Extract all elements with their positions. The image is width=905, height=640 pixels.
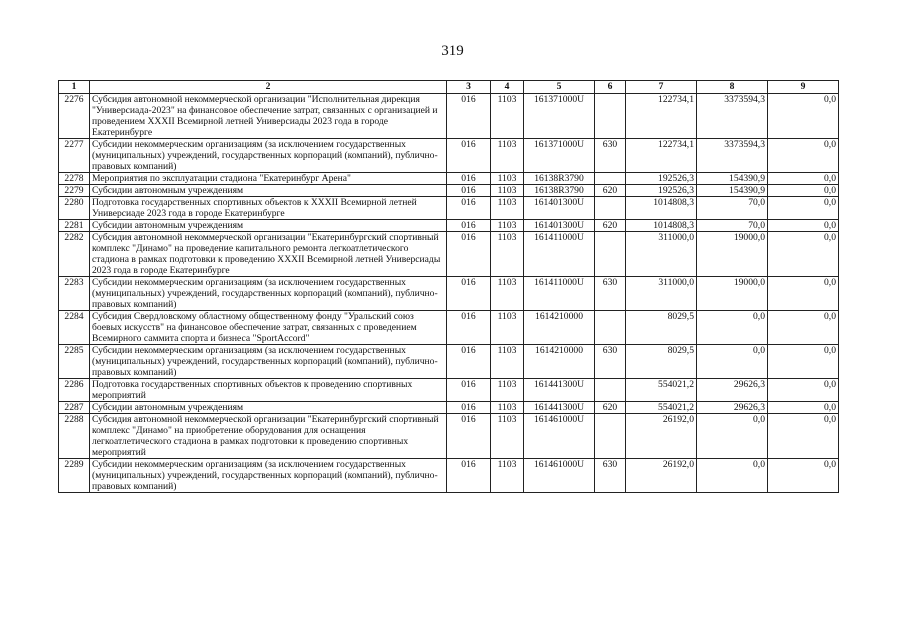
amount-col-7: 554021,2 xyxy=(626,402,697,414)
row-number: 2281 xyxy=(59,220,90,232)
section-code: 1103 xyxy=(491,277,524,311)
expense-type-code xyxy=(595,173,626,185)
table-row xyxy=(59,220,839,232)
row-description: Субсидия автономной некоммерческой организации "Исполнительная дирекция "Универсиада-2023" на финансовое обеспечение затрат, связанных с организацией и проведением XXXII Всемирной летней Универсиады 2023 года в городе Екатеринбурге xyxy=(90,94,447,139)
ministry-code: 016 xyxy=(447,402,491,414)
amount-col-8: 3373594,3 xyxy=(697,94,768,139)
row-description: Субсидии автономным учреждениям xyxy=(90,402,447,414)
section-code: 1103 xyxy=(491,402,524,414)
ministry-code: 016 xyxy=(447,345,491,379)
column-header: 9 xyxy=(768,81,839,94)
target-article-code: 16138R3790 xyxy=(524,185,595,197)
target-article-code: 16138R3790 xyxy=(524,173,595,185)
row-description: Субсидии некоммерческим организациям (за исключением государственных (муниципальных) учреждений, государственных корпораций (компаний), публично-правовых компаний) xyxy=(90,139,447,173)
row-number: 2278 xyxy=(59,173,90,185)
target-article-code: 161411000U xyxy=(524,232,595,277)
table-row xyxy=(59,232,839,277)
amount-col-7: 311000,0 xyxy=(626,277,697,311)
amount-col-9: 0,0 xyxy=(768,345,839,379)
amount-col-7: 311000,0 xyxy=(626,232,697,277)
row-number: 2276 xyxy=(59,94,90,139)
column-header: 2 xyxy=(90,81,447,94)
table-row xyxy=(59,345,839,379)
target-article-code: 161401300U xyxy=(524,197,595,220)
row-description: Субсидии некоммерческим организациям (за исключением государственных (муниципальных) учреждений, государственных корпораций (компаний), публично-правовых компаний) xyxy=(90,345,447,379)
amount-col-8: 0,0 xyxy=(697,459,768,493)
section-code: 1103 xyxy=(491,414,524,459)
target-article-code: 161401300U xyxy=(524,220,595,232)
row-description: Мероприятия по эксплуатации стадиона "Екатеринбург Арена" xyxy=(90,173,447,185)
column-header: 7 xyxy=(626,81,697,94)
amount-col-8: 29626,3 xyxy=(697,402,768,414)
row-description: Субсидия Свердловскому областному общественному фонду "Уральский союз боевых искусств" на финансовое обеспечение затрат, связанных с проведением Всемирного саммита спорта и бизнеса "SportAccord" xyxy=(90,311,447,345)
row-number: 2286 xyxy=(59,379,90,402)
section-code: 1103 xyxy=(491,379,524,402)
table-row xyxy=(59,459,839,493)
amount-col-7: 8029,5 xyxy=(626,345,697,379)
target-article-code: 161441300U xyxy=(524,379,595,402)
ministry-code: 016 xyxy=(447,220,491,232)
amount-col-9: 0,0 xyxy=(768,185,839,197)
amount-col-9: 0,0 xyxy=(768,379,839,402)
table-row xyxy=(59,311,839,345)
amount-col-9: 0,0 xyxy=(768,414,839,459)
target-article-code: 1614210000 xyxy=(524,311,595,345)
ministry-code: 016 xyxy=(447,459,491,493)
amount-col-9: 0,0 xyxy=(768,139,839,173)
section-code: 1103 xyxy=(491,232,524,277)
amount-col-7: 554021,2 xyxy=(626,379,697,402)
amount-col-9: 0,0 xyxy=(768,197,839,220)
expense-type-code xyxy=(595,379,626,402)
ministry-code: 016 xyxy=(447,232,491,277)
ministry-code: 016 xyxy=(447,173,491,185)
row-number: 2285 xyxy=(59,345,90,379)
amount-col-7: 192526,3 xyxy=(626,173,697,185)
column-header: 5 xyxy=(524,81,595,94)
section-code: 1103 xyxy=(491,185,524,197)
amount-col-9: 0,0 xyxy=(768,277,839,311)
column-header: 6 xyxy=(595,81,626,94)
amount-col-9: 0,0 xyxy=(768,311,839,345)
row-description: Субсидия автономной некоммерческой организации "Екатеринбургский спортивный комплекс "Динамо" на приобретение оборудования для оснащения легкоатлетического стадиона в рамках подготовки к проведению спортивных мероприятий xyxy=(90,414,447,459)
amount-col-8: 19000,0 xyxy=(697,232,768,277)
expense-type-code: 620 xyxy=(595,185,626,197)
table-row xyxy=(59,173,839,185)
target-article-code: 161441300U xyxy=(524,402,595,414)
header-row xyxy=(59,81,839,94)
section-code: 1103 xyxy=(491,139,524,173)
target-article-code: 161371000U xyxy=(524,94,595,139)
table-row xyxy=(59,185,839,197)
expense-type-code xyxy=(595,311,626,345)
amount-col-8: 0,0 xyxy=(697,345,768,379)
row-number: 2277 xyxy=(59,139,90,173)
column-header: 8 xyxy=(697,81,768,94)
table-row xyxy=(59,277,839,311)
target-article-code: 161461000U xyxy=(524,414,595,459)
section-code: 1103 xyxy=(491,173,524,185)
row-number: 2284 xyxy=(59,311,90,345)
target-article-code: 161411000U xyxy=(524,277,595,311)
row-description: Субсидия автономной некоммерческой организации "Екатеринбургский спортивный комплекс "Динамо" на проведение капитального ремонта легкоатлетического стадиона в рамках подготовки к проведению XXXII Всемирной летней Универсиады 2023 года в городе Екатеринбурге xyxy=(90,232,447,277)
table-row xyxy=(59,414,839,459)
amount-col-8: 70,0 xyxy=(697,220,768,232)
row-number: 2282 xyxy=(59,232,90,277)
ministry-code: 016 xyxy=(447,277,491,311)
budget-table xyxy=(58,80,839,493)
column-header: 3 xyxy=(447,81,491,94)
amount-col-9: 0,0 xyxy=(768,402,839,414)
expense-type-code xyxy=(595,232,626,277)
expense-type-code xyxy=(595,197,626,220)
amount-col-7: 26192,0 xyxy=(626,414,697,459)
table-row xyxy=(59,94,839,139)
amount-col-8: 19000,0 xyxy=(697,277,768,311)
column-header: 4 xyxy=(491,81,524,94)
amount-col-8: 0,0 xyxy=(697,311,768,345)
expense-type-code xyxy=(595,94,626,139)
amount-col-8: 29626,3 xyxy=(697,379,768,402)
column-header: 1 xyxy=(59,81,90,94)
amount-col-7: 26192,0 xyxy=(626,459,697,493)
amount-col-7: 192526,3 xyxy=(626,185,697,197)
amount-col-8: 70,0 xyxy=(697,197,768,220)
row-description: Субсидии некоммерческим организациям (за исключением государственных (муниципальных) учреждений, государственных корпораций (компаний), публично-правовых компаний) xyxy=(90,459,447,493)
amount-col-9: 0,0 xyxy=(768,459,839,493)
amount-col-7: 1014808,3 xyxy=(626,197,697,220)
ministry-code: 016 xyxy=(447,414,491,459)
expense-type-code: 630 xyxy=(595,139,626,173)
expense-type-code: 620 xyxy=(595,402,626,414)
amount-col-9: 0,0 xyxy=(768,94,839,139)
section-code: 1103 xyxy=(491,220,524,232)
table-row xyxy=(59,402,839,414)
row-description: Подготовка государственных спортивных объектов к проведению спортивных мероприятий xyxy=(90,379,447,402)
amount-col-7: 8029,5 xyxy=(626,311,697,345)
row-number: 2279 xyxy=(59,185,90,197)
amount-col-9: 0,0 xyxy=(768,232,839,277)
section-code: 1103 xyxy=(491,345,524,379)
target-article-code: 1614210000 xyxy=(524,345,595,379)
section-code: 1103 xyxy=(491,94,524,139)
amount-col-7: 122734,1 xyxy=(626,94,697,139)
row-number: 2280 xyxy=(59,197,90,220)
amount-col-7: 1014808,3 xyxy=(626,220,697,232)
table-row xyxy=(59,197,839,220)
row-number: 2289 xyxy=(59,459,90,493)
row-description: Субсидии автономным учреждениям xyxy=(90,185,447,197)
expense-type-code: 630 xyxy=(595,459,626,493)
section-code: 1103 xyxy=(491,197,524,220)
expense-type-code xyxy=(595,414,626,459)
table-row xyxy=(59,379,839,402)
row-description: Субсидии автономным учреждениям xyxy=(90,220,447,232)
expense-type-code: 620 xyxy=(595,220,626,232)
amount-col-8: 0,0 xyxy=(697,414,768,459)
amount-col-8: 154390,9 xyxy=(697,185,768,197)
section-code: 1103 xyxy=(491,459,524,493)
amount-col-9: 0,0 xyxy=(768,173,839,185)
expense-type-code: 630 xyxy=(595,345,626,379)
amount-col-8: 154390,9 xyxy=(697,173,768,185)
ministry-code: 016 xyxy=(447,197,491,220)
section-code: 1103 xyxy=(491,311,524,345)
page-number: 319 xyxy=(441,43,464,59)
amount-col-8: 3373594,3 xyxy=(697,139,768,173)
ministry-code: 016 xyxy=(447,94,491,139)
amount-col-9: 0,0 xyxy=(768,220,839,232)
expense-type-code: 630 xyxy=(595,277,626,311)
ministry-code: 016 xyxy=(447,185,491,197)
row-number: 2283 xyxy=(59,277,90,311)
table-row xyxy=(59,139,839,173)
row-number: 2287 xyxy=(59,402,90,414)
table-body xyxy=(59,94,839,493)
ministry-code: 016 xyxy=(447,311,491,345)
ministry-code: 016 xyxy=(447,379,491,402)
amount-col-7: 122734,1 xyxy=(626,139,697,173)
row-number: 2288 xyxy=(59,414,90,459)
row-description: Подготовка государственных спортивных объектов к XXXII Всемирной летней Универсиаде 2023 года в городе Екатеринбурге xyxy=(90,197,447,220)
target-article-code: 161371000U xyxy=(524,139,595,173)
row-description: Субсидии некоммерческим организациям (за исключением государственных (муниципальных) учреждений, государственных корпораций (компаний), публично-правовых компаний) xyxy=(90,277,447,311)
target-article-code: 161461000U xyxy=(524,459,595,493)
ministry-code: 016 xyxy=(447,139,491,173)
